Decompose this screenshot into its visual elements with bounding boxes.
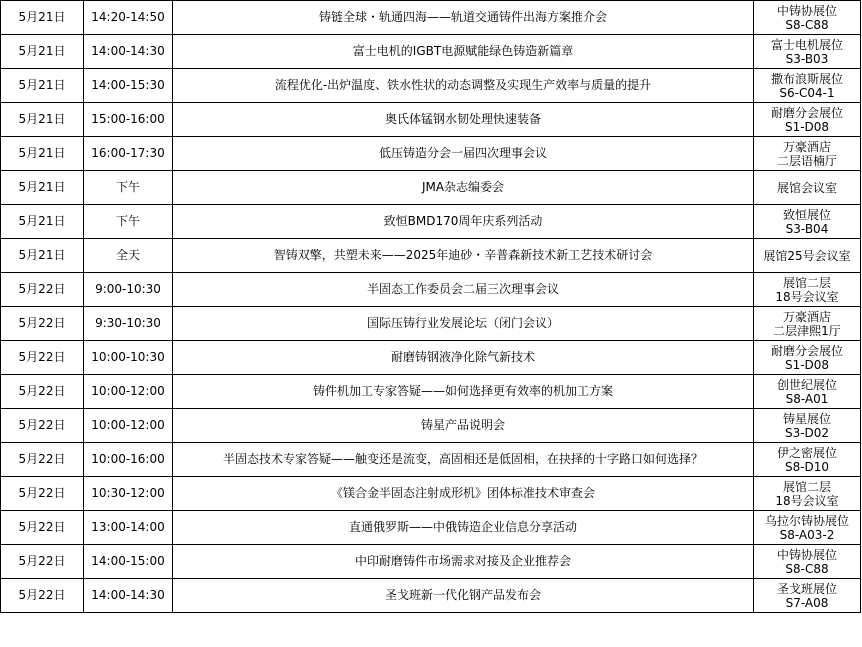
event-date-cell: 5月22日 (1, 579, 84, 613)
table-row (1, 545, 861, 579)
venue-line: 富士电机展位 (770, 37, 843, 52)
event-time-cell: 16:00-17:30 (84, 137, 173, 171)
event-date-cell: 5月21日 (1, 137, 84, 171)
venue-line: S3-B04 (785, 221, 829, 236)
event-time-cell: 14:00-14:30 (84, 579, 173, 613)
event-title-cell: JMA杂志编委会 (173, 171, 754, 205)
table-row (1, 579, 861, 613)
event-time-cell: 14:20-14:50 (84, 1, 173, 35)
table-row (1, 35, 861, 69)
venue-line: 展馆会议室 (776, 180, 837, 195)
table-row (1, 307, 861, 341)
venue-line: 展馆25号会议室 (763, 248, 851, 263)
event-time-cell: 全天 (84, 239, 173, 273)
event-title-cell: 智铸双擎，共塑未来——2025年迪砂・辛普森新技术新工艺技术研讨会 (173, 239, 754, 273)
event-venue-cell (754, 69, 861, 103)
table-row (1, 103, 861, 137)
venue-line: 中铸协展位 (776, 547, 837, 562)
event-time-cell: 13:00-14:00 (84, 511, 173, 545)
event-date-cell: 5月22日 (1, 477, 84, 511)
event-title-cell: 半固态技术专家答疑——触变还是流变，高固相还是低固相，在抉择的十字路口如何选择？ (173, 443, 754, 477)
event-venue-cell (754, 273, 861, 307)
table-row (1, 1, 861, 35)
event-title-cell: 国际压铸行业发展论坛（闭门会议） (173, 307, 754, 341)
event-venue-cell (754, 341, 861, 375)
venue-line: 铸星展位 (782, 411, 831, 426)
table-row (1, 137, 861, 171)
event-date-cell: 5月22日 (1, 307, 84, 341)
venue-line: S3-D02 (784, 425, 830, 440)
event-date-cell: 5月22日 (1, 341, 84, 375)
event-venue-cell (754, 103, 861, 137)
event-title-cell: 直通俄罗斯——中俄铸造企业信息分享活动 (173, 511, 754, 545)
event-date-cell: 5月21日 (1, 171, 84, 205)
event-venue-cell (754, 1, 861, 35)
venue-line: 中铸协展位 (776, 3, 837, 18)
event-time-cell: 10:00-12:00 (84, 375, 173, 409)
venue-line: 展馆二层 (782, 479, 831, 494)
table-row (1, 171, 861, 205)
venue-line: 创世纪展位 (776, 377, 837, 392)
event-date-cell: 5月21日 (1, 205, 84, 239)
event-title-cell: 流程优化-出炉温度、铁水性状的动态调整及实现生产效率与质量的提升 (173, 69, 754, 103)
event-date-cell: 5月22日 (1, 545, 84, 579)
event-date-cell: 5月21日 (1, 35, 84, 69)
event-time-cell: 10:00-16:00 (84, 443, 173, 477)
table-row (1, 273, 861, 307)
event-venue-cell (754, 579, 861, 613)
venue-line: S6-C04-1 (779, 85, 835, 100)
event-time-cell: 15:00-16:00 (84, 103, 173, 137)
event-time-cell: 14:00-14:30 (84, 35, 173, 69)
event-title-cell: 富士电机的IGBT电源赋能绿色铸造新篇章 (173, 35, 754, 69)
venue-line: S8-C88 (785, 17, 829, 32)
event-date-cell: 5月21日 (1, 103, 84, 137)
venue-line: S1-D08 (784, 357, 830, 372)
event-date-cell: 5月22日 (1, 273, 84, 307)
event-venue-cell (754, 137, 861, 171)
venue-line: S8-C88 (785, 561, 829, 576)
venue-line: 耐磨分会展位 (770, 105, 843, 120)
table-row (1, 375, 861, 409)
event-venue-cell (754, 511, 861, 545)
event-title-cell: 铸链全球・轨通四海——轨道交通铸件出海方案推介会 (173, 1, 754, 35)
event-date-cell: 5月21日 (1, 69, 84, 103)
event-title-cell: 低压铸造分会一届四次理事会议 (173, 137, 754, 171)
table-row (1, 511, 861, 545)
schedule-body (1, 1, 861, 613)
event-title-cell: 圣戈班新一代化钢产品发布会 (173, 579, 754, 613)
event-venue-cell (754, 545, 861, 579)
table-row (1, 409, 861, 443)
event-time-cell: 14:00-15:30 (84, 69, 173, 103)
table-row (1, 239, 861, 273)
event-time-cell: 10:00-10:30 (84, 341, 173, 375)
table-row (1, 69, 861, 103)
venue-line: 万豪酒店 (782, 139, 831, 154)
event-time-cell: 下午 (84, 171, 173, 205)
venue-line: 伊之密展位 (776, 445, 837, 460)
event-venue-cell (754, 443, 861, 477)
event-date-cell: 5月22日 (1, 375, 84, 409)
venue-line: S7-A08 (785, 595, 829, 610)
venue-line: 撒布浪斯展位 (770, 71, 843, 86)
event-title-cell: 半固态工作委员会二届三次理事会议 (173, 273, 754, 307)
venue-line: S8-D10 (784, 459, 830, 474)
table-row (1, 205, 861, 239)
table-row (1, 443, 861, 477)
venue-line: S3-B03 (785, 51, 829, 66)
event-date-cell: 5月22日 (1, 409, 84, 443)
event-time-cell: 10:00-12:00 (84, 409, 173, 443)
event-time-cell: 14:00-15:00 (84, 545, 173, 579)
event-venue-cell (754, 205, 861, 239)
venue-line: 圣戈班展位 (776, 581, 837, 596)
event-venue-cell (754, 409, 861, 443)
venue-line: 展馆二层 (782, 275, 831, 290)
venue-line: 耐磨分会展位 (770, 343, 843, 358)
event-time-cell: 下午 (84, 205, 173, 239)
event-venue-cell (754, 375, 861, 409)
event-title-cell: 中印耐磨铸件市场需求对接及企业推荐会 (173, 545, 754, 579)
event-date-cell: 5月22日 (1, 511, 84, 545)
table-row (1, 477, 861, 511)
event-title-cell: 耐磨铸钢液净化除气新技术 (173, 341, 754, 375)
table-row (1, 341, 861, 375)
event-venue-cell (754, 35, 861, 69)
venue-line: S1-D08 (784, 119, 830, 134)
event-title-cell: 致恒BMD170周年庆系列活动 (173, 205, 754, 239)
event-venue-cell (754, 477, 861, 511)
venue-line: 二层语楠厅 (776, 153, 837, 168)
event-venue-cell (754, 307, 861, 341)
venue-line: 二层津熙1厅 (773, 323, 841, 338)
event-title-cell: 铸星产品说明会 (173, 409, 754, 443)
event-time-cell: 9:00-10:30 (84, 273, 173, 307)
event-venue-cell (754, 171, 861, 205)
event-date-cell: 5月22日 (1, 443, 84, 477)
event-title-cell: 《镁合金半固态注射成形机》团体标准技术审查会 (173, 477, 754, 511)
venue-line: S8-A01 (785, 391, 829, 406)
venue-line: 万豪酒店 (782, 309, 831, 324)
venue-line: 致恒展位 (782, 207, 831, 222)
event-time-cell: 10:30-12:00 (84, 477, 173, 511)
event-title-cell: 铸件机加工专家答疑——如何选择更有效率的机加工方案 (173, 375, 754, 409)
venue-line: 18号会议室 (775, 289, 839, 304)
event-date-cell: 5月21日 (1, 1, 84, 35)
venue-line: 乌拉尔铸协展位 (764, 513, 849, 528)
event-title-cell: 奥氏体锰钢水韧处理快速装备 (173, 103, 754, 137)
venue-line: S8-A03-2 (779, 527, 835, 542)
event-date-cell: 5月21日 (1, 239, 84, 273)
event-time-cell: 9:30-10:30 (84, 307, 173, 341)
event-venue-cell (754, 239, 861, 273)
venue-line: 18号会议室 (775, 493, 839, 508)
